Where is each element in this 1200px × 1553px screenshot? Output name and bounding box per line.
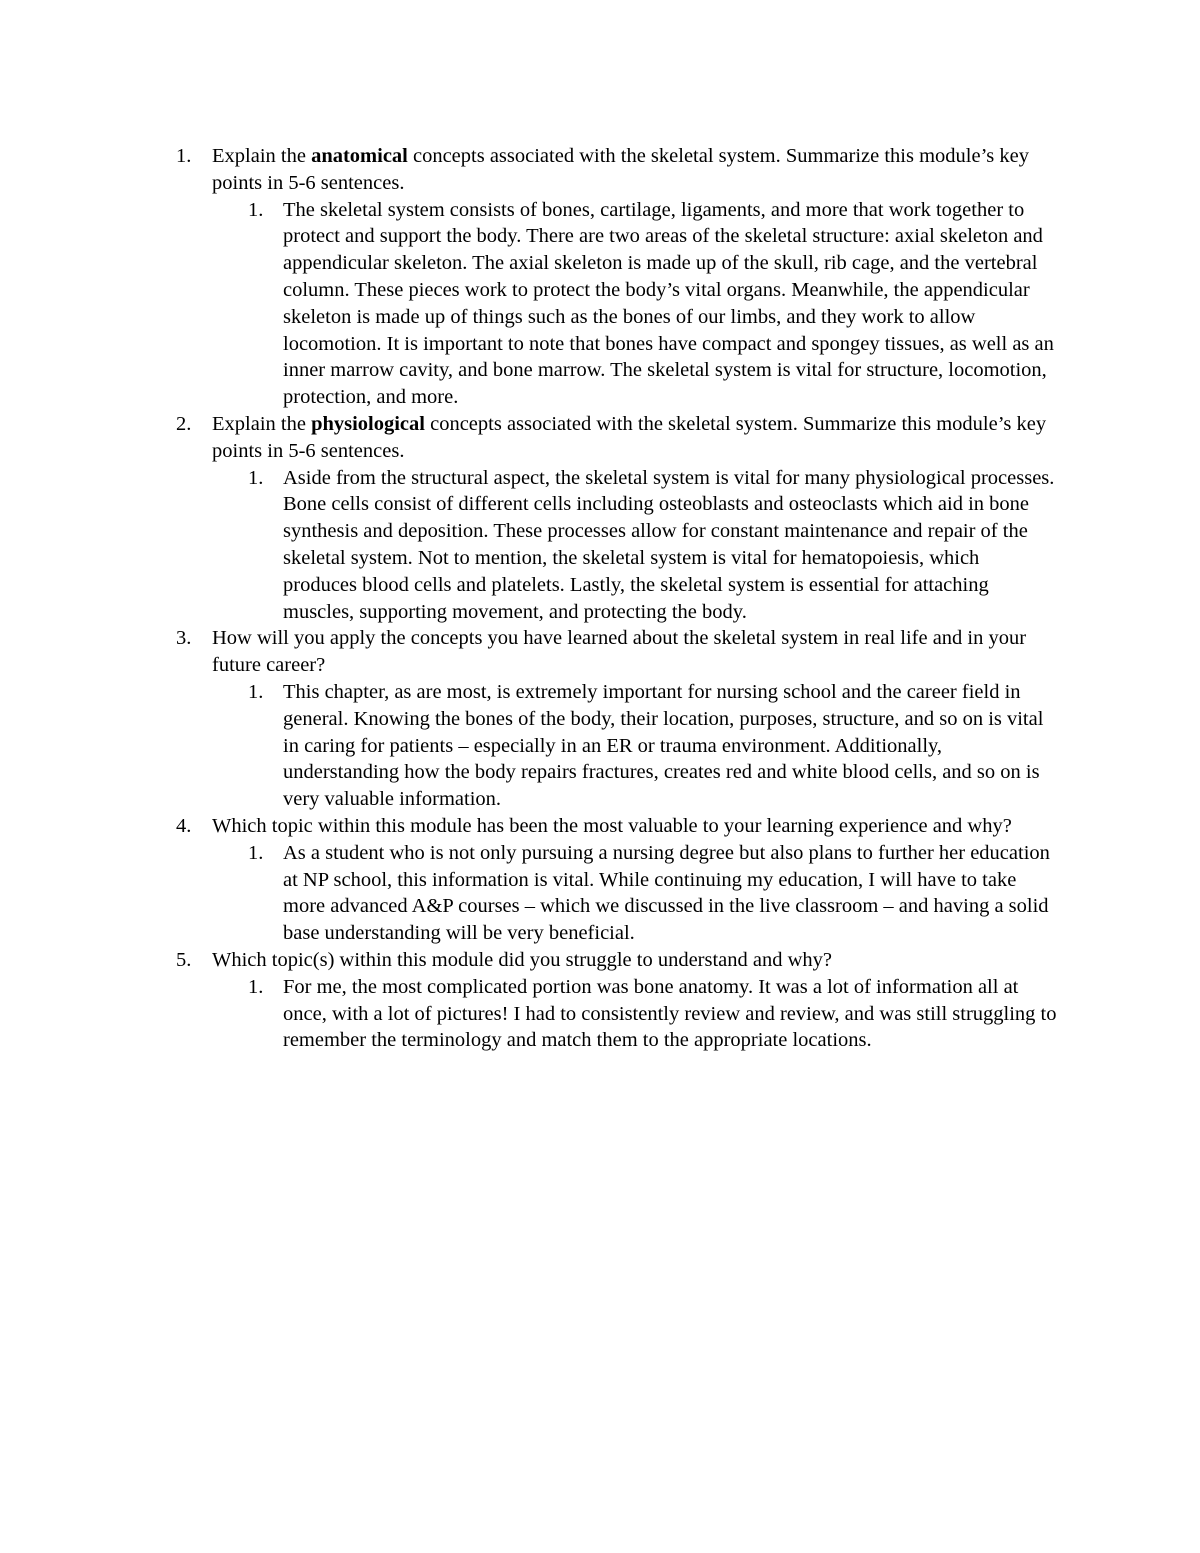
question-item — [0, 143, 1200, 197]
answer-text: As a student who is not only pursuing a nursing degree but also plans to further her education at NP school, this information is vital. While continuing my education, I will have to take more advanced A&P courses – which we discussed in the live classroom – and having a solid base understanding will be very beneficial. — [283, 841, 1050, 945]
answer-text: The skeletal system consists of bones, cartilage, ligaments, and more that work together to protect and support the body. There are two areas of the skeletal structure: axial skeleton and appendicular skeleton. The axial skeleton is made up of the skull, rib cage, and the vertebral column. These pieces work to protect the body’s vital organs. Meanwhile, the appendicular skeleton is made up of things such as the bones of our limbs, and they work to allow locomotion. It is important to note that bones have compact and spongey tissues, as well as an inner marrow cavity, and bone marrow. The skeletal system is vital for structure, locomotion, protection, and more. — [283, 198, 1054, 409]
answer-item — [0, 197, 1200, 411]
question-list — [0, 143, 1200, 1054]
question-number: 5. — [176, 948, 192, 971]
question-text — [212, 411, 1052, 465]
answer-number: 1. — [248, 975, 264, 998]
question-number: 3. — [176, 627, 192, 650]
question-text-start: Explain the — [212, 145, 312, 167]
question-emphasis: physiological — [311, 412, 425, 435]
question-number: 2. — [176, 412, 192, 435]
question-text-start: Which topic(s) within this module did you struggle to understand and why? — [212, 948, 833, 971]
answer-item — [0, 974, 1200, 1054]
answer-item — [0, 840, 1200, 947]
question-text-end: concepts associated with the skeletal system. Summarize this module’s key points in 5-6 sentences. — [212, 145, 1029, 194]
question-text-start: Explain the — [212, 412, 312, 435]
question-number: 4. — [176, 814, 192, 837]
answer-text: This chapter, as are most, is extremely important for nursing school and the career field in general. Knowing the bones of the body, their location, purposes, structure, and so on is vital in caring for patients – especially in an ER or trauma environment. Additionally, understanding how the body repairs fractures, creates red and white blood cells, and so on is very valuable information. — [283, 680, 1044, 811]
question-text — [212, 143, 1052, 197]
question-text — [212, 813, 1052, 840]
answer-number: 1. — [248, 466, 264, 489]
answer-item — [0, 679, 1200, 813]
question-text-start: Which topic within this module has been the most valuable to your learning experience and why? — [212, 814, 1012, 837]
answer-item — [0, 465, 1200, 626]
question-text — [212, 947, 1052, 974]
answer-number: 1. — [248, 680, 264, 703]
question-text-start: How will you apply the concepts you have learned about the skeletal system in real life and in your future career? — [212, 627, 1027, 677]
question-text-end: concepts associated with the skeletal system. Summarize this module’s key points in 5-6 sentences. — [212, 412, 1047, 462]
question-number: 1. — [176, 145, 192, 167]
question-item — [0, 411, 1200, 465]
answer-text: Aside from the structural aspect, the skeletal system is vital for many physiological processes. Bone cells consist of different cells including osteoblasts and osteoclasts which aid in bone synthesis and deposition. These processes allow for constant maintenance and repair of the skeletal system. Not to mention, the skeletal system is vital for hematopoiesis, which produces blood cells and platelets. Lastly, the skeletal system is essential for attaching muscles, supporting movement, and protecting the body. — [283, 466, 1055, 623]
answer-number: 1. — [248, 841, 264, 864]
answer-text: For me, the most complicated portion was bone anatomy. It was a lot of information all at once, with a lot of pictures! I had to consistently review and review, and was still struggling to remember the terminology and match them to the appropriate locations. — [283, 975, 1057, 1052]
question-text — [212, 625, 1052, 679]
question-item — [0, 947, 1200, 974]
question-item — [0, 813, 1200, 840]
question-item — [0, 625, 1200, 679]
answer-number: 1. — [248, 198, 264, 221]
question-emphasis: anatomical — [311, 145, 408, 167]
